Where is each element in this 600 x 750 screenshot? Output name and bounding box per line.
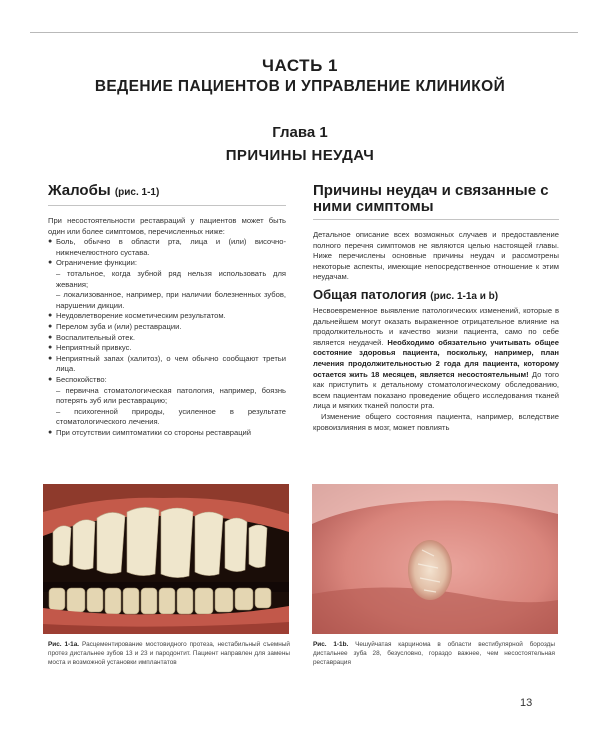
complaint-item xyxy=(48,343,286,354)
bullet-icon: ● xyxy=(48,333,53,341)
complaint-text: Неудовлетворение косметическим результатом. xyxy=(56,311,226,321)
figure-1-1a-label: Рис. 1-1a. xyxy=(48,641,80,648)
oral-carcinoma-photo xyxy=(312,484,558,634)
left-column xyxy=(48,183,286,438)
complaint-item xyxy=(48,322,286,333)
chapter-label: Глава 1 xyxy=(272,124,328,141)
pathology-text-end: До того как приступить к детальному стоматологическому обследованию, всем пациентам показано проведение общего исследования тканей лица и мягких тканей полости рта. xyxy=(313,369,559,411)
complaint-text: Неприятный привкус. xyxy=(56,343,132,353)
oral-carcinoma-illustration xyxy=(312,484,558,634)
complaint-text: Ограничение функции: xyxy=(56,258,137,268)
dental-bridge-photo xyxy=(43,484,289,634)
bullet-icon: ● xyxy=(48,322,53,330)
complaint-subitem: – первична стоматологическая патология, например, боязнь потерять зуб или реставрацию; xyxy=(56,385,286,406)
complaint-subitem: – тотальное, когда зубной ряд нельзя использовать для жевания; xyxy=(56,268,286,289)
bullet-icon: ● xyxy=(48,344,53,352)
complaint-text: Перелом зуба и (или) реставрации. xyxy=(56,321,182,331)
complaint-subitem: – локализованное, например, при наличии болезненных зубов, нарушении дикции. xyxy=(56,290,286,310)
causes-heading: Причины неудач и связанные с ними симптомы xyxy=(313,182,549,215)
part-title: ВЕДЕНИЕ ПАЦИЕНТОВ И УПРАВЛЕНИЕ КЛИНИКОЙ xyxy=(94,78,506,95)
part-label: ЧАСТЬ 1 xyxy=(262,56,338,75)
complaint-text: При отсутствии симптоматики со стороны реставраций xyxy=(56,427,252,437)
complaint-item xyxy=(48,258,286,311)
bullet-icon: ● xyxy=(48,354,53,362)
complaints-heading xyxy=(48,183,286,201)
complaint-item xyxy=(48,237,286,258)
complaint-list xyxy=(48,237,286,438)
general-condition-paragraph: Изменение общего состояния пациента, например, вследствие кровоизлияния в мозг, может повлиять xyxy=(313,411,559,432)
bullet-icon: ● xyxy=(48,238,53,246)
figure-1-1b-caption xyxy=(313,640,555,667)
complaint-item xyxy=(48,354,286,375)
complaint-text: Беспокойство: xyxy=(56,374,107,384)
general-pathology-heading-text: Общая патология xyxy=(313,286,427,302)
right-column xyxy=(313,183,559,433)
complaint-text: Боль, обычно в области рта, лица и (или) височно-нижнечелюстного сустава. xyxy=(56,237,286,257)
complaint-text: Воспалительный отек. xyxy=(56,332,135,342)
bullet-icon: ● xyxy=(48,259,53,267)
complaint-item xyxy=(48,375,286,428)
complaints-heading-ref: (рис. 1-1) xyxy=(114,187,160,198)
bullet-icon: ● xyxy=(48,312,53,320)
general-pathology-ref: (рис. 1-1a и b) xyxy=(430,290,499,302)
complaint-item xyxy=(48,428,286,439)
heading-underline xyxy=(313,219,559,220)
figure-1-1b-label: Рис. 1-1b. xyxy=(313,641,349,648)
chapter-title: ПРИЧИНЫ НЕУДАЧ xyxy=(225,147,375,164)
complaint-item xyxy=(48,311,286,322)
dental-bridge-illustration xyxy=(43,484,289,634)
page-number: 13 xyxy=(520,697,533,709)
pathology-bold-warning: Необходимо обязательно учитывать общее состояние здоровья пациента, поскольку, например, план лечения продолжительностью 2 года для пациента, которому остается жить 18 месяцев, является несостоятельным! xyxy=(313,337,559,379)
causes-paragraph: Детальное описание всех возможных случаев и предоставление полного перечня симптомов не являются целью настоящей главы. Ниже перечислены основные причины неудач и рассмотрены некоторые аспекты, имеющие непосредственное отношение к этим неудачам. xyxy=(313,230,559,282)
complaint-subitem: – психогенной природы, усиленное в результате стоматологического лечения. xyxy=(56,406,286,427)
complaints-heading-text: Жалобы xyxy=(48,182,111,199)
pathology-text-start: Несвоевременное выявление патологических изменений, которые в дальнейшем могут оказать выраженное отрицательное влияние на продолжительность и качество жизни пациента, само по себе является неудачей. xyxy=(313,305,559,347)
figure-1-1a-caption xyxy=(48,640,290,667)
figure-1-1a-text: Расцементирование мостовидного протеза, нестабильный съемный протез дистальнее зубов 13 и 23 и пародонтит. Пациент направлен для замены моста и возможной установки имплантатов xyxy=(48,641,290,666)
complaints-intro: При несостоятельности реставраций у пациентов может быть один или более симптомов, перечисленных ниже: xyxy=(48,216,286,236)
heading-underline xyxy=(48,205,286,206)
general-pathology-paragraph xyxy=(313,306,559,412)
complaint-item xyxy=(48,333,286,344)
figure-1-1b-text: Чешуйчатая карцинома в области вестибулярной борозды дистальнее зуба 28, безусловно, гораздо важнее, чем несостоятельная реставрация xyxy=(313,641,556,666)
general-pathology-heading xyxy=(313,288,559,304)
complaint-text: Неприятный запах (халитоз), о чем обычно сообщают третьи лица. xyxy=(56,353,286,374)
bullet-icon: ● xyxy=(48,375,53,383)
top-rule xyxy=(30,32,578,33)
bullet-icon: ● xyxy=(48,428,53,436)
